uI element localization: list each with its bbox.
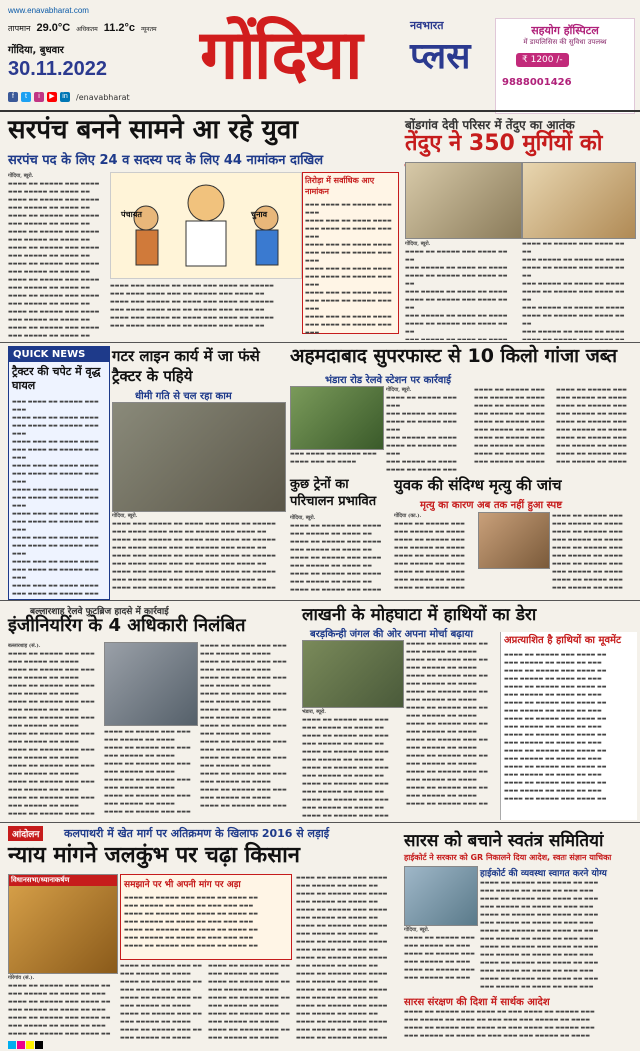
story10-box2-body: ▬▬▬▬ ▬▬ ▬▬▬▬▬ ▬▬▬ ▬▬▬▬ ▬▬ ▬▬▬ ▬▬▬▬ ▬▬ ▬▬▬▬▬ ▬▬▬ ▬▬▬ ▬▬▬▬▬ ▬▬ ▬▬▬▬ ▬▬ ▬▬▬ ▬▬▬ ▬▬▬ ▬▬▬▬▬ ▬▬ ▬▬▬▬ ▬▬▬▬ ▬▬ ▬▬▬▬▬ ▬▬▬ ▬▬▬▬ ▬▬ ▬▬▬ ▬▬▬▬ ▬▬ ▬▬▬▬▬ ▬▬▬ ▬▬▬ ▬▬▬▬▬ ▬▬ ▬▬▬▬ ▬▬ ▬▬▬ ▬▬▬ ▬▬▬ ▬▬▬▬▬ ▬▬ ▬▬▬▬	[404, 1009, 595, 1039]
max-temp-label: अधिकतम	[76, 27, 98, 33]
header-divider	[0, 110, 640, 112]
story9-box-title: समझाने पर भी अपनी मांग पर अड़ा	[124, 880, 241, 890]
quick-news-title: ट्रैक्टर की चपेट में वृद्ध घायल	[12, 365, 101, 392]
ad-phone: 9888001426	[502, 77, 572, 88]
quick-news-label: QUICK NEWS	[9, 347, 109, 362]
story1-box-title: तिरोड़ा में सर्वाधिक आए नामांकन	[305, 176, 375, 196]
story9-kicker: कलपाथरी में खेत मार्ग पर अतिक्रमण के खिलाफ 2016 से लड़ाई	[64, 827, 330, 840]
hospital-ad[interactable]	[495, 18, 635, 114]
masthead: गोंदिया	[200, 16, 361, 95]
story5-byline: गोंदिया, ब्यूरो.	[290, 515, 316, 521]
tractor-photo	[112, 402, 286, 512]
story4-body-2: ▬▬▬▬ ▬▬ ▬▬▬▬▬ ▬▬▬ ▬▬▬ ▬▬▬▬▬ ▬▬ ▬▬▬▬ ▬▬▬▬ ▬▬ ▬▬▬▬▬ ▬▬▬ ▬▬▬ ▬▬▬▬▬ ▬▬ ▬▬▬▬ ▬▬▬▬ ▬▬ ▬▬▬▬▬ ▬▬▬ ▬▬▬ ▬▬▬▬▬ ▬▬ ▬▬▬▬ ▬▬▬▬ ▬▬ ▬▬▬▬▬ ▬▬▬ ▬▬▬ ▬▬▬▬▬ ▬▬ ▬▬▬▬ ▬▬▬▬ ▬▬ ▬▬▬▬▬ ▬▬▬ ▬▬▬ ▬▬▬▬▬ ▬▬ ▬▬▬▬	[474, 387, 545, 465]
site-url[interactable]: www.enavabharat.com	[8, 6, 89, 15]
story9-body-2: ▬▬▬▬ ▬▬ ▬▬▬▬▬ ▬▬▬ ▬▬ ▬▬▬ ▬▬▬▬▬ ▬▬ ▬▬▬▬ ▬▬▬▬ ▬▬ ▬▬▬▬▬ ▬▬▬ ▬▬ ▬▬▬ ▬▬▬▬▬ ▬▬ ▬▬▬▬ ▬▬▬▬ ▬▬ ▬▬▬▬▬ ▬▬▬ ▬▬ ▬▬▬ ▬▬▬▬▬ ▬▬ ▬▬▬▬ ▬▬▬▬ ▬▬ ▬▬▬▬▬ ▬▬▬ ▬▬ ▬▬▬ ▬▬▬▬▬ ▬▬ ▬▬▬▬ ▬▬▬▬ ▬▬ ▬▬▬▬▬ ▬▬▬ ▬▬ ▬▬▬ ▬▬▬▬▬ ▬▬ ▬▬▬▬	[120, 963, 202, 1041]
story8-inset-body: ▬▬▬▬ ▬▬ ▬▬▬▬▬ ▬▬▬ ▬▬▬▬ ▬▬ ▬▬▬ ▬▬▬▬▬ ▬▬ ▬▬▬▬ ▬▬ ▬▬▬ ▬▬▬▬ ▬▬ ▬▬▬▬▬ ▬▬▬ ▬▬▬▬ ▬▬ ▬▬▬ ▬▬▬▬▬ ▬▬ ▬▬▬▬ ▬▬ ▬▬▬ ▬▬▬▬ ▬▬ ▬▬▬▬▬ ▬▬▬ ▬▬▬▬ ▬▬ ▬▬▬ ▬▬▬▬▬ ▬▬ ▬▬▬▬ ▬▬ ▬▬▬ ▬▬▬▬ ▬▬ ▬▬▬▬▬ ▬▬▬ ▬▬▬▬ ▬▬ ▬▬▬ ▬▬▬▬▬ ▬▬ ▬▬▬▬ ▬▬ ▬▬▬ ▬▬▬▬ ▬▬ ▬▬▬▬▬ ▬▬▬ ▬▬▬▬ ▬▬ ▬▬▬ ▬▬▬▬▬ ▬▬ ▬▬▬▬ ▬▬ ▬▬▬ ▬▬▬▬ ▬▬ ▬▬▬▬▬ ▬▬▬ ▬▬▬▬ ▬▬ ▬▬▬ ▬▬▬▬▬ ▬▬ ▬▬▬▬ ▬▬ ▬▬▬ ▬▬▬▬ ▬▬ ▬▬▬▬▬ ▬▬▬ ▬▬▬▬ ▬▬ ▬▬▬ ▬▬▬▬▬ ▬▬ ▬▬▬▬ ▬▬ ▬▬▬ ▬▬▬▬ ▬▬ ▬▬▬▬▬ ▬▬▬ ▬▬▬▬ ▬▬ ▬▬▬ ▬▬▬▬▬ ▬▬ ▬▬▬▬ ▬▬ ▬▬▬ ▬▬▬▬ ▬▬ ▬▬▬▬▬ ▬▬▬ ▬▬▬▬ ▬▬ ▬▬▬ ▬▬▬▬▬ ▬▬ ▬▬▬▬ ▬▬ ▬▬▬ ▬▬▬▬ ▬▬ ▬▬▬▬▬ ▬▬▬ ▬▬▬▬ ▬▬	[504, 652, 607, 802]
black-mark	[35, 1041, 43, 1049]
weather	[8, 22, 157, 34]
story2-body: गोंदिया, ब्यूरो. ▬▬▬▬ ▬▬ ▬▬▬▬▬ ▬▬▬ ▬▬▬▬ ▬▬ ▬▬ ▬▬▬ ▬▬▬▬▬ ▬▬ ▬▬▬▬ ▬▬ ▬▬▬▬ ▬▬▬▬ ▬▬ ▬▬▬▬▬ ▬▬▬ ▬▬▬▬ ▬▬ ▬▬ ▬▬▬ ▬▬▬▬▬ ▬▬ ▬▬▬▬ ▬▬ ▬▬▬▬ ▬▬▬▬ ▬▬ ▬▬▬▬▬ ▬▬▬ ▬▬▬▬ ▬▬ ▬▬ ▬▬▬ ▬▬▬▬▬ ▬▬ ▬▬▬▬ ▬▬ ▬▬▬▬ ▬▬▬▬ ▬▬ ▬▬▬▬▬ ▬▬▬ ▬▬▬▬ ▬▬ ▬▬ ▬▬▬ ▬▬▬▬▬ ▬▬ ▬▬▬▬ ▬▬ ▬▬▬▬	[405, 241, 508, 340]
max-temp: 29.0°C	[36, 22, 71, 34]
story9-body-4: ▬▬▬▬ ▬▬ ▬▬▬▬▬ ▬▬▬ ▬▬▬▬ ▬▬▬ ▬▬▬▬▬ ▬▬ ▬▬▬▬ ▬▬ ▬▬▬▬ ▬▬ ▬▬▬▬▬ ▬▬▬ ▬▬▬▬ ▬▬▬ ▬▬▬▬▬ ▬▬ ▬▬▬▬ ▬▬ ▬▬▬▬ ▬▬ ▬▬▬▬▬ ▬▬▬ ▬▬▬▬ ▬▬▬ ▬▬▬▬▬ ▬▬ ▬▬▬▬ ▬▬ ▬▬▬▬ ▬▬ ▬▬▬▬▬ ▬▬▬ ▬▬▬▬ ▬▬▬ ▬▬▬▬▬ ▬▬ ▬▬▬▬ ▬▬ ▬▬▬▬ ▬▬ ▬▬▬▬▬ ▬▬▬ ▬▬▬▬ ▬▬▬ ▬▬▬▬▬ ▬▬ ▬▬▬▬ ▬▬ ▬▬▬▬ ▬▬ ▬▬▬▬▬ ▬▬▬ ▬▬▬▬ ▬▬▬ ▬▬▬▬▬ ▬▬ ▬▬▬▬ ▬▬ ▬▬▬▬ ▬▬ ▬▬▬▬▬ ▬▬▬ ▬▬▬▬ ▬▬▬ ▬▬▬▬▬ ▬▬ ▬▬▬▬ ▬▬ ▬▬▬▬ ▬▬ ▬▬▬▬▬ ▬▬▬ ▬▬▬▬ ▬▬▬ ▬▬▬▬▬ ▬▬ ▬▬▬▬ ▬▬ ▬▬▬▬ ▬▬ ▬▬▬▬▬ ▬▬▬ ▬▬▬▬ ▬▬▬ ▬▬▬▬▬ ▬▬ ▬▬▬▬ ▬▬ ▬▬▬▬ ▬▬ ▬▬▬▬▬ ▬▬▬ ▬▬▬▬ ▬▬▬ ▬▬▬▬▬ ▬▬ ▬▬▬▬ ▬▬ ▬▬▬▬ ▬▬ ▬▬▬▬▬ ▬▬▬ ▬▬▬▬	[296, 875, 388, 1041]
ad-price: ₹ 1200 /-	[516, 53, 569, 67]
story6-byline: गोंदिया (का.).	[394, 513, 422, 519]
story10-box1-title: हाईकोर्ट की व्यवस्था स्वागत करने योग्य	[480, 869, 607, 879]
yellow-mark	[26, 1041, 34, 1049]
cartoon-label-panchayat: पंचायत	[121, 210, 142, 219]
story10-subhead: हाईकोर्ट ने सरकार को GR निकालने दिया आदेश, स्वतः संज्ञान याचिका	[404, 853, 612, 862]
story7-body-2: ▬▬▬▬ ▬▬ ▬▬▬▬▬ ▬▬▬ ▬▬▬ ▬▬▬ ▬▬▬▬▬ ▬▬ ▬▬▬▬ ▬▬▬▬ ▬▬ ▬▬▬▬▬ ▬▬▬ ▬▬▬ ▬▬▬ ▬▬▬▬▬ ▬▬ ▬▬▬▬ ▬▬▬▬ ▬▬ ▬▬▬▬▬ ▬▬▬ ▬▬▬ ▬▬▬ ▬▬▬▬▬ ▬▬ ▬▬▬▬ ▬▬▬▬ ▬▬ ▬▬▬▬▬ ▬▬▬ ▬▬▬ ▬▬▬ ▬▬▬▬▬ ▬▬ ▬▬▬▬ ▬▬▬▬ ▬▬ ▬▬▬▬▬ ▬▬▬ ▬▬▬ ▬▬▬ ▬▬▬▬▬ ▬▬ ▬▬▬▬ ▬▬▬▬ ▬▬ ▬▬▬▬▬ ▬▬▬ ▬▬▬	[104, 729, 191, 815]
story1-body-2: ▬▬▬▬ ▬▬▬ ▬▬▬▬▬ ▬▬ ▬▬▬▬ ▬▬▬ ▬▬▬▬ ▬▬ ▬▬▬▬▬ ▬▬▬ ▬▬▬▬ ▬▬▬▬ ▬▬▬ ▬▬ ▬▬▬▬▬ ▬▬▬ ▬▬▬▬ ▬▬ ▬▬▬▬ ▬▬▬ ▬▬▬▬▬ ▬▬ ▬▬▬▬ ▬▬▬ ▬▬▬▬ ▬▬ ▬▬▬▬▬ ▬▬▬ ▬▬▬▬ ▬▬▬▬ ▬▬▬ ▬▬ ▬▬▬▬▬ ▬▬▬ ▬▬▬▬ ▬▬ ▬▬▬▬ ▬▬▬ ▬▬▬▬▬ ▬▬ ▬▬▬▬ ▬▬▬ ▬▬▬▬ ▬▬ ▬▬▬▬▬ ▬▬▬ ▬▬▬▬ ▬▬▬▬ ▬▬▬ ▬▬ ▬▬▬▬▬ ▬▬▬ ▬▬▬▬ ▬▬	[110, 283, 274, 329]
cyan-mark	[8, 1041, 16, 1049]
story10-box1	[480, 866, 636, 992]
story8-subhead: बरड़किन्ही जंगल की ओर अपना मोर्चा बढ़ाया	[310, 629, 473, 640]
facebook-icon[interactable]: f	[8, 92, 18, 102]
story8-headline: लाखनी के मोहघाटा में हाथियों का डेरा	[302, 605, 537, 625]
sarus-crane-photo	[404, 866, 478, 926]
story4-headline: अहमदाबाद सुपरफास्ट से 10 किलो गांजा जब्त	[290, 345, 618, 367]
story9-byline: गोरेगांव (सं.).	[8, 975, 35, 981]
cartoon-drawing	[111, 173, 301, 278]
elephant-herd-photo	[302, 640, 404, 708]
story7-byline: बल्लारशाह (सं.).	[8, 643, 41, 649]
place-day: गोंदिया, बुधवार	[8, 45, 64, 56]
story2-body-2: ▬▬▬▬ ▬▬ ▬▬▬▬▬ ▬▬▬ ▬▬▬▬ ▬▬ ▬▬ ▬▬▬ ▬▬▬▬▬ ▬▬ ▬▬▬▬ ▬▬ ▬▬▬▬ ▬▬▬▬ ▬▬ ▬▬▬▬▬ ▬▬▬ ▬▬▬▬ ▬▬ ▬▬ ▬▬▬ ▬▬▬▬▬ ▬▬ ▬▬▬▬ ▬▬ ▬▬▬▬ ▬▬▬▬ ▬▬ ▬▬▬▬▬ ▬▬▬ ▬▬▬▬ ▬▬ ▬▬ ▬▬▬ ▬▬▬▬▬ ▬▬ ▬▬▬▬ ▬▬ ▬▬▬▬ ▬▬▬▬ ▬▬ ▬▬▬▬▬ ▬▬▬ ▬▬▬▬ ▬▬ ▬▬ ▬▬▬ ▬▬▬▬▬ ▬▬ ▬▬▬▬ ▬▬ ▬▬▬▬ ▬▬▬▬ ▬▬ ▬▬▬▬▬ ▬▬▬ ▬▬▬▬ ▬▬	[522, 241, 625, 340]
ad-tagline: में डायलिसिस की सुविधा उपलब्ध	[523, 38, 607, 46]
story2-kicker: बोंडगांव देवी परिसर में तेंदुए का आतंक	[405, 118, 575, 132]
story7-body-3: ▬▬▬▬ ▬▬ ▬▬▬▬▬ ▬▬▬ ▬▬▬ ▬▬▬ ▬▬▬▬▬ ▬▬ ▬▬▬▬ ▬▬▬▬ ▬▬ ▬▬▬▬▬ ▬▬▬ ▬▬▬ ▬▬▬ ▬▬▬▬▬ ▬▬ ▬▬▬▬ ▬▬▬▬ ▬▬ ▬▬▬▬▬ ▬▬▬ ▬▬▬ ▬▬▬ ▬▬▬▬▬ ▬▬ ▬▬▬▬ ▬▬▬▬ ▬▬ ▬▬▬▬▬ ▬▬▬ ▬▬▬ ▬▬▬ ▬▬▬▬▬ ▬▬ ▬▬▬▬ ▬▬▬▬ ▬▬ ▬▬▬▬▬ ▬▬▬ ▬▬▬ ▬▬▬ ▬▬▬▬▬ ▬▬ ▬▬▬▬ ▬▬▬▬ ▬▬ ▬▬▬▬▬ ▬▬▬ ▬▬▬ ▬▬▬ ▬▬▬▬▬ ▬▬ ▬▬▬▬ ▬▬▬▬ ▬▬ ▬▬▬▬▬ ▬▬▬ ▬▬▬ ▬▬▬ ▬▬▬▬▬ ▬▬ ▬▬▬▬ ▬▬▬▬ ▬▬ ▬▬▬▬▬ ▬▬▬ ▬▬▬ ▬▬▬ ▬▬▬▬▬ ▬▬ ▬▬▬▬ ▬▬▬▬ ▬▬ ▬▬▬▬▬ ▬▬▬ ▬▬▬ ▬▬▬ ▬▬▬▬▬ ▬▬ ▬▬▬▬ ▬▬▬▬ ▬▬ ▬▬▬▬▬ ▬▬▬ ▬▬▬ ▬▬▬ ▬▬▬▬▬ ▬▬ ▬▬▬▬ ▬▬▬▬ ▬▬ ▬▬▬▬▬ ▬▬▬ ▬▬▬	[200, 643, 287, 809]
story6-body-2: ▬▬▬▬ ▬▬ ▬▬▬▬▬ ▬▬▬ ▬▬▬ ▬▬▬▬▬ ▬▬ ▬▬▬▬ ▬▬▬▬ ▬▬ ▬▬▬▬▬ ▬▬▬ ▬▬▬ ▬▬▬▬▬ ▬▬ ▬▬▬▬ ▬▬▬▬ ▬▬ ▬▬▬▬▬ ▬▬▬ ▬▬▬ ▬▬▬▬▬ ▬▬ ▬▬▬▬ ▬▬▬▬ ▬▬ ▬▬▬▬▬ ▬▬▬ ▬▬▬ ▬▬▬▬▬ ▬▬ ▬▬▬▬ ▬▬▬▬ ▬▬ ▬▬▬▬▬ ▬▬▬ ▬▬▬ ▬▬▬▬▬ ▬▬ ▬▬▬▬	[552, 513, 623, 591]
divider-3	[0, 822, 640, 823]
story4-byline: गोंदिया, ब्यूरो.	[386, 387, 412, 393]
divider-2	[0, 600, 640, 601]
twitter-icon[interactable]: t	[21, 92, 31, 102]
story10-box1-body: ▬▬▬▬ ▬▬ ▬▬▬▬▬ ▬▬▬ ▬▬▬▬ ▬▬ ▬▬▬ ▬▬▬ ▬▬▬▬▬ ▬▬ ▬▬▬▬ ▬▬ ▬▬▬ ▬▬▬ ▬▬▬▬ ▬▬ ▬▬▬▬▬ ▬▬▬ ▬▬▬▬ ▬▬ ▬▬▬ ▬▬▬ ▬▬▬▬▬ ▬▬ ▬▬▬▬ ▬▬ ▬▬▬ ▬▬▬ ▬▬▬▬ ▬▬ ▬▬▬▬▬ ▬▬▬ ▬▬▬▬ ▬▬ ▬▬▬ ▬▬▬ ▬▬▬▬▬ ▬▬ ▬▬▬▬ ▬▬ ▬▬▬ ▬▬▬ ▬▬▬▬ ▬▬ ▬▬▬▬▬ ▬▬▬ ▬▬▬▬ ▬▬ ▬▬▬ ▬▬▬ ▬▬▬▬▬ ▬▬ ▬▬▬▬ ▬▬ ▬▬▬ ▬▬▬ ▬▬▬▬ ▬▬ ▬▬▬▬▬ ▬▬▬ ▬▬▬▬ ▬▬ ▬▬▬ ▬▬▬ ▬▬▬▬▬ ▬▬ ▬▬▬▬ ▬▬ ▬▬▬ ▬▬▬ ▬▬▬▬ ▬▬ ▬▬▬▬▬ ▬▬▬ ▬▬▬▬ ▬▬ ▬▬▬ ▬▬▬ ▬▬▬▬▬ ▬▬ ▬▬▬▬ ▬▬ ▬▬▬ ▬▬▬ ▬▬▬▬ ▬▬ ▬▬▬▬▬ ▬▬▬ ▬▬▬▬ ▬▬ ▬▬▬ ▬▬▬ ▬▬▬▬▬ ▬▬ ▬▬▬▬ ▬▬ ▬▬▬ ▬▬▬	[480, 880, 599, 990]
masthead-plus: प्लस	[410, 35, 471, 76]
story8-inset-title: अप्रत्याशित है हाथियों का मूवमेंट	[504, 635, 622, 646]
story1-headline: सरपंच बनने सामने आ रहे युवा	[8, 115, 299, 145]
story9-headline: न्याय मांगने जलकुंभ पर चढ़ा किसान	[8, 843, 300, 868]
story9-sidebox	[120, 874, 292, 960]
quick-news-column	[8, 346, 110, 600]
story4-body-3: ▬▬▬▬ ▬▬ ▬▬▬▬▬ ▬▬▬ ▬▬▬ ▬▬▬▬▬ ▬▬ ▬▬▬▬ ▬▬▬▬ ▬▬ ▬▬▬▬▬ ▬▬▬ ▬▬▬ ▬▬▬▬▬ ▬▬ ▬▬▬▬ ▬▬▬▬ ▬▬ ▬▬▬▬▬ ▬▬▬ ▬▬▬ ▬▬▬▬▬ ▬▬ ▬▬▬▬ ▬▬▬▬ ▬▬ ▬▬▬▬▬ ▬▬▬ ▬▬▬ ▬▬▬▬▬ ▬▬ ▬▬▬▬ ▬▬▬▬ ▬▬ ▬▬▬▬▬ ▬▬▬ ▬▬▬ ▬▬▬▬▬ ▬▬ ▬▬▬▬	[556, 387, 627, 465]
story9-box-body: ▬▬▬▬ ▬▬ ▬▬▬▬▬ ▬▬▬ ▬▬▬▬ ▬▬ ▬▬▬▬ ▬▬ ▬▬▬ ▬▬▬▬▬ ▬▬ ▬▬▬▬ ▬▬ ▬▬▬ ▬▬▬ ▬▬▬ ▬▬▬▬ ▬▬ ▬▬▬▬▬ ▬▬▬ ▬▬▬▬ ▬▬ ▬▬▬▬ ▬▬ ▬▬▬ ▬▬▬▬▬ ▬▬ ▬▬▬▬ ▬▬ ▬▬▬ ▬▬▬ ▬▬▬ ▬▬▬▬ ▬▬ ▬▬▬▬▬ ▬▬▬ ▬▬▬▬ ▬▬ ▬▬▬▬ ▬▬ ▬▬▬ ▬▬▬▬▬ ▬▬ ▬▬▬▬ ▬▬ ▬▬▬ ▬▬▬ ▬▬▬ ▬▬▬▬ ▬▬ ▬▬▬▬▬ ▬▬▬ ▬▬▬▬ ▬▬ ▬▬▬▬ ▬▬	[124, 895, 258, 949]
story7-kicker: बल्लारशाह रेलवे फुटब्रिज हादसे में कार्रवाई	[30, 607, 169, 617]
cartoon-illustration	[110, 172, 302, 279]
story1-box-body: ▬▬▬ ▬▬▬▬ ▬▬ ▬▬▬▬▬ ▬▬▬ ▬▬▬ ▬▬▬▬ ▬▬▬ ▬▬ ▬▬▬▬ ▬▬▬▬ ▬▬▬ ▬▬▬▬ ▬▬ ▬▬▬▬▬ ▬▬▬ ▬▬▬ ▬▬▬▬ ▬▬▬ ▬▬ ▬▬▬▬ ▬▬▬▬ ▬▬▬ ▬▬▬▬ ▬▬ ▬▬▬▬▬ ▬▬▬ ▬▬▬ ▬▬▬▬ ▬▬▬ ▬▬ ▬▬▬▬ ▬▬▬▬ ▬▬▬ ▬▬▬▬ ▬▬ ▬▬▬▬▬ ▬▬▬ ▬▬▬ ▬▬▬▬ ▬▬▬ ▬▬ ▬▬▬▬ ▬▬▬▬ ▬▬▬ ▬▬▬▬ ▬▬ ▬▬▬▬▬ ▬▬▬ ▬▬▬ ▬▬▬▬ ▬▬▬ ▬▬ ▬▬▬▬ ▬▬▬▬ ▬▬▬ ▬▬▬▬ ▬▬ ▬▬▬▬▬ ▬▬▬ ▬▬▬	[305, 202, 392, 336]
social-handle: /enavabharat	[76, 92, 130, 102]
story8-inset	[500, 632, 637, 820]
story6-body: गोंदिया (का.). ▬▬▬▬ ▬▬ ▬▬▬▬▬ ▬▬▬ ▬▬▬ ▬▬▬▬▬ ▬▬ ▬▬▬▬ ▬▬▬▬ ▬▬ ▬▬▬▬▬ ▬▬▬ ▬▬▬ ▬▬▬▬▬ ▬▬ ▬▬▬▬ ▬▬▬▬ ▬▬ ▬▬▬▬▬ ▬▬▬ ▬▬▬ ▬▬▬▬▬ ▬▬ ▬▬▬▬ ▬▬▬▬ ▬▬ ▬▬▬▬▬ ▬▬▬ ▬▬▬ ▬▬▬▬▬ ▬▬ ▬▬▬▬ ▬▬▬▬ ▬▬ ▬▬▬▬▬ ▬▬▬	[394, 513, 465, 591]
dead-chickens-photo	[522, 162, 636, 239]
story3-subhead: धीमी गति से चल रहा काम	[135, 391, 232, 402]
min-temp: 11.2°c	[103, 22, 136, 34]
story1-sidebox	[302, 172, 399, 334]
story4-body: गोंदिया, ब्यूरो. ▬▬▬▬ ▬▬ ▬▬▬▬▬ ▬▬▬ ▬▬▬ ▬▬▬ ▬▬▬▬▬ ▬▬ ▬▬▬▬ ▬▬▬▬ ▬▬ ▬▬▬▬▬ ▬▬▬ ▬▬▬ ▬▬▬ ▬▬▬▬▬ ▬▬ ▬▬▬▬ ▬▬▬▬ ▬▬ ▬▬▬▬▬ ▬▬▬ ▬▬▬ ▬▬▬ ▬▬▬▬▬ ▬▬ ▬▬▬▬ ▬▬▬▬ ▬▬ ▬▬▬▬▬ ▬▬▬	[386, 387, 457, 472]
story3-byline: गोंदिया, ब्यूरो.	[112, 513, 138, 519]
story10-box2	[404, 994, 636, 1046]
divider-1	[0, 342, 640, 343]
poultry-farm-photo	[405, 162, 522, 239]
temp-label: तापमान	[8, 24, 31, 33]
registration-marks	[8, 1041, 44, 1049]
ganja-seizure-photo	[290, 386, 384, 450]
story6-headline: युवक की संदिग्ध मृत्यु की जांच	[394, 476, 562, 494]
story10-box2-title: सारस संरक्षण की दिशा में सार्थक आदेश	[404, 997, 550, 1008]
edition-date: 30.11.2022	[8, 58, 107, 80]
story5-body: गोंदिया, ब्यूरो. ▬▬▬▬ ▬▬ ▬▬▬▬▬ ▬▬▬ ▬▬▬▬ ▬▬▬ ▬▬▬▬▬ ▬▬ ▬▬▬▬ ▬▬ ▬▬▬▬ ▬▬ ▬▬▬▬▬ ▬▬▬ ▬▬▬▬ ▬▬▬ ▬▬▬▬▬ ▬▬ ▬▬▬▬ ▬▬ ▬▬▬▬ ▬▬ ▬▬▬▬▬ ▬▬▬ ▬▬▬▬ ▬▬▬ ▬▬▬▬▬ ▬▬ ▬▬▬▬ ▬▬ ▬▬▬▬ ▬▬ ▬▬▬▬▬ ▬▬▬ ▬▬▬▬ ▬▬▬ ▬▬▬▬▬ ▬▬ ▬▬▬▬ ▬▬ ▬▬▬▬ ▬▬ ▬▬▬▬▬ ▬▬▬ ▬▬▬▬	[290, 515, 382, 593]
linkedin-icon[interactable]: in	[60, 92, 70, 102]
story1-byline: गोंदिया, ब्यूरो.	[8, 173, 34, 179]
deceased-youth-photo	[478, 512, 550, 569]
story1-subhead: सरपंच पद के लिए 24 व सदस्य पद के लिए 44 नामांकन दाखिल	[8, 153, 324, 168]
water-tank-photo	[8, 874, 118, 974]
story2-byline: गोंदिया, ब्यूरो.	[405, 241, 431, 247]
story9-section: आंदोलन	[8, 826, 43, 841]
story9-body-3: ▬▬▬▬ ▬▬ ▬▬▬▬▬ ▬▬▬ ▬▬ ▬▬▬ ▬▬▬▬▬ ▬▬ ▬▬▬▬ ▬▬▬▬ ▬▬ ▬▬▬▬▬ ▬▬▬ ▬▬ ▬▬▬ ▬▬▬▬▬ ▬▬ ▬▬▬▬ ▬▬▬▬ ▬▬ ▬▬▬▬▬ ▬▬▬ ▬▬ ▬▬▬ ▬▬▬▬▬ ▬▬ ▬▬▬▬ ▬▬▬▬ ▬▬ ▬▬▬▬▬ ▬▬▬ ▬▬ ▬▬▬ ▬▬▬▬▬ ▬▬ ▬▬▬▬ ▬▬▬▬ ▬▬ ▬▬▬▬▬ ▬▬▬ ▬▬ ▬▬▬ ▬▬▬▬▬ ▬▬ ▬▬▬▬	[208, 963, 290, 1041]
story6-subhead: मृत्यु का कारण अब तक नहीं हुआ स्पष्ट	[420, 500, 563, 511]
story5-headline: कुछ ट्रेनों का परिचालन प्रभावित	[290, 477, 377, 509]
story10-body: गोंदिया, ब्यूरो. ▬▬▬▬ ▬▬ ▬▬▬▬▬ ▬▬▬ ▬▬▬ ▬▬▬▬▬ ▬▬ ▬▬▬ ▬▬▬▬ ▬▬ ▬▬▬▬▬ ▬▬▬ ▬▬▬ ▬▬▬▬▬ ▬▬ ▬▬▬ ▬▬▬▬ ▬▬ ▬▬▬▬▬ ▬▬▬ ▬▬▬ ▬▬▬▬▬ ▬▬ ▬▬▬	[404, 927, 475, 981]
quick-news-body: ▬▬▬ ▬▬▬▬ ▬▬ ▬▬▬▬▬ ▬▬▬ ▬▬▬ ▬▬▬▬ ▬▬▬ ▬▬ ▬▬▬▬ ▬▬▬▬ ▬▬▬ ▬▬▬▬ ▬▬ ▬▬▬▬▬ ▬▬▬ ▬▬▬ ▬▬▬▬ ▬▬▬ ▬▬ ▬▬▬▬ ▬▬▬▬ ▬▬▬ ▬▬▬▬ ▬▬ ▬▬▬▬▬ ▬▬▬ ▬▬▬ ▬▬▬▬ ▬▬▬ ▬▬ ▬▬▬▬ ▬▬▬▬ ▬▬▬ ▬▬▬▬ ▬▬ ▬▬▬▬▬ ▬▬▬ ▬▬▬ ▬▬▬▬ ▬▬▬ ▬▬ ▬▬▬▬ ▬▬▬▬ ▬▬▬ ▬▬▬▬ ▬▬ ▬▬▬▬▬ ▬▬▬ ▬▬▬ ▬▬▬▬ ▬▬▬ ▬▬ ▬▬▬▬ ▬▬▬▬ ▬▬▬ ▬▬▬▬ ▬▬ ▬▬▬▬▬ ▬▬▬ ▬▬▬ ▬▬▬▬ ▬▬▬ ▬▬ ▬▬▬▬ ▬▬▬▬ ▬▬▬ ▬▬▬▬ ▬▬ ▬▬▬▬▬ ▬▬▬ ▬▬▬ ▬▬▬▬ ▬▬▬ ▬▬ ▬▬▬▬ ▬▬▬▬ ▬▬▬ ▬▬▬▬ ▬▬ ▬▬▬▬▬ ▬▬▬ ▬▬▬ ▬▬▬▬ ▬▬▬ ▬▬ ▬▬▬▬ ▬▬▬▬ ▬▬▬ ▬▬▬▬ ▬▬ ▬▬▬▬▬ ▬▬▬	[12, 399, 99, 597]
social-links	[8, 92, 130, 102]
min-temp-label: न्यूनतम	[141, 27, 157, 33]
story10-byline: गोंदिया, ब्यूरो.	[404, 927, 430, 933]
story4-subhead: भंडारा रोड रेलवे स्टेशन पर कार्रवाई	[325, 375, 451, 386]
ad-title: सहयोग हॉस्पिटल	[531, 24, 599, 37]
cartoon-label-chunav: चुनाव	[251, 210, 268, 219]
story1-body: गोंदिया, ब्यूरो. ▬▬▬▬ ▬▬ ▬▬▬▬▬ ▬▬▬ ▬▬▬▬ ▬▬▬ ▬▬▬▬▬ ▬▬ ▬▬▬▬ ▬▬ ▬▬▬▬ ▬▬ ▬▬▬▬▬ ▬▬▬ ▬▬▬▬ ▬▬▬ ▬▬▬▬▬ ▬▬ ▬▬▬▬ ▬▬ ▬▬▬▬ ▬▬ ▬▬▬▬▬ ▬▬▬ ▬▬▬▬ ▬▬▬ ▬▬▬▬▬ ▬▬ ▬▬▬▬ ▬▬ ▬▬▬▬ ▬▬ ▬▬▬▬▬ ▬▬▬ ▬▬▬▬ ▬▬▬ ▬▬▬▬▬ ▬▬ ▬▬▬▬ ▬▬ ▬▬▬▬ ▬▬ ▬▬▬▬▬ ▬▬▬ ▬▬▬▬ ▬▬▬ ▬▬▬▬▬ ▬▬ ▬▬▬▬ ▬▬ ▬▬▬▬ ▬▬ ▬▬▬▬▬ ▬▬▬ ▬▬▬▬ ▬▬▬ ▬▬▬▬▬ ▬▬ ▬▬▬▬ ▬▬ ▬▬▬▬ ▬▬ ▬▬▬▬▬ ▬▬▬ ▬▬▬▬ ▬▬▬ ▬▬▬▬▬ ▬▬ ▬▬▬▬ ▬▬ ▬▬▬▬ ▬▬ ▬▬▬▬▬ ▬▬▬ ▬▬▬▬ ▬▬▬ ▬▬▬▬▬ ▬▬ ▬▬▬▬ ▬▬ ▬▬▬▬ ▬▬ ▬▬▬▬▬ ▬▬▬ ▬▬▬▬ ▬▬▬ ▬▬▬▬▬ ▬▬ ▬▬▬▬ ▬▬ ▬▬▬▬ ▬▬ ▬▬▬▬▬ ▬▬▬ ▬▬▬▬ ▬▬▬ ▬▬▬▬▬ ▬▬ ▬▬▬▬ ▬▬	[8, 173, 100, 339]
story8-body-2: ▬▬▬▬ ▬▬ ▬▬▬▬▬ ▬▬▬ ▬▬ ▬▬▬ ▬▬▬▬▬ ▬▬ ▬▬▬▬ ▬▬▬▬ ▬▬ ▬▬▬▬▬ ▬▬▬ ▬▬ ▬▬▬ ▬▬▬▬▬ ▬▬ ▬▬▬▬ ▬▬▬▬ ▬▬ ▬▬▬▬▬ ▬▬▬ ▬▬ ▬▬▬ ▬▬▬▬▬ ▬▬ ▬▬▬▬ ▬▬▬▬ ▬▬ ▬▬▬▬▬ ▬▬▬ ▬▬ ▬▬▬ ▬▬▬▬▬ ▬▬ ▬▬▬▬ ▬▬▬▬ ▬▬ ▬▬▬▬▬ ▬▬▬ ▬▬ ▬▬▬ ▬▬▬▬▬ ▬▬ ▬▬▬▬ ▬▬▬▬ ▬▬ ▬▬▬▬▬ ▬▬▬ ▬▬ ▬▬▬ ▬▬▬▬▬ ▬▬ ▬▬▬▬ ▬▬▬▬ ▬▬ ▬▬▬▬▬ ▬▬▬ ▬▬ ▬▬▬ ▬▬▬▬▬ ▬▬ ▬▬▬▬ ▬▬▬▬ ▬▬ ▬▬▬▬▬ ▬▬▬ ▬▬ ▬▬▬ ▬▬▬▬▬ ▬▬ ▬▬▬▬ ▬▬▬▬ ▬▬ ▬▬▬▬▬ ▬▬▬ ▬▬ ▬▬▬ ▬▬▬▬▬ ▬▬ ▬▬▬▬ ▬▬▬▬ ▬▬ ▬▬▬▬▬ ▬▬▬ ▬▬ ▬▬▬ ▬▬▬▬▬ ▬▬ ▬▬▬▬ ▬▬▬▬ ▬▬ ▬▬▬▬▬ ▬▬▬ ▬▬	[406, 641, 488, 807]
story10-headline: सारस को बचाने स्वतंत्र समितियां	[404, 831, 604, 851]
story7-body: बल्लारशाह (सं.). ▬▬▬▬ ▬▬ ▬▬▬▬▬ ▬▬▬ ▬▬▬ ▬▬▬ ▬▬▬▬▬ ▬▬ ▬▬▬▬ ▬▬▬▬ ▬▬ ▬▬▬▬▬ ▬▬▬ ▬▬▬ ▬▬▬ ▬▬▬▬▬ ▬▬ ▬▬▬▬ ▬▬▬▬ ▬▬ ▬▬▬▬▬ ▬▬▬ ▬▬▬ ▬▬▬ ▬▬▬▬▬ ▬▬ ▬▬▬▬ ▬▬▬▬ ▬▬ ▬▬▬▬▬ ▬▬▬ ▬▬▬ ▬▬▬ ▬▬▬▬▬ ▬▬ ▬▬▬▬ ▬▬▬▬ ▬▬ ▬▬▬▬▬ ▬▬▬ ▬▬▬ ▬▬▬ ▬▬▬▬▬ ▬▬ ▬▬▬▬ ▬▬▬▬ ▬▬ ▬▬▬▬▬ ▬▬▬ ▬▬▬ ▬▬▬ ▬▬▬▬▬ ▬▬ ▬▬▬▬ ▬▬▬▬ ▬▬ ▬▬▬▬▬ ▬▬▬ ▬▬▬ ▬▬▬ ▬▬▬▬▬ ▬▬ ▬▬▬▬ ▬▬▬▬ ▬▬ ▬▬▬▬▬ ▬▬▬ ▬▬▬ ▬▬▬ ▬▬▬▬▬ ▬▬ ▬▬▬▬ ▬▬▬▬ ▬▬ ▬▬▬▬▬ ▬▬▬ ▬▬▬ ▬▬▬ ▬▬▬▬▬ ▬▬ ▬▬▬▬ ▬▬▬▬ ▬▬ ▬▬▬▬▬ ▬▬▬ ▬▬▬ ▬▬▬ ▬▬▬▬▬ ▬▬ ▬▬▬▬ ▬▬▬▬ ▬▬ ▬▬▬▬▬ ▬▬▬ ▬▬▬	[8, 643, 95, 817]
story4-photo-caption: ▬▬▬ ▬▬▬▬ ▬▬ ▬▬▬▬▬ ▬▬▬ ▬▬▬▬ ▬▬▬ ▬▬ ▬▬▬▬	[290, 451, 377, 465]
story8-byline: भंडारा, ब्यूरो.	[302, 709, 326, 715]
story7-headline: इंजीनियरिंग के 4 अधिकारी निलंबित	[8, 615, 246, 636]
instagram-icon[interactable]: i	[34, 92, 44, 102]
footbridge-photo	[104, 642, 198, 726]
story8-body: भंडारा, ब्यूरो. ▬▬▬▬ ▬▬ ▬▬▬▬▬ ▬▬▬ ▬▬▬ ▬▬▬ ▬▬▬▬▬ ▬▬ ▬▬▬▬ ▬▬ ▬▬▬▬ ▬▬ ▬▬▬▬▬ ▬▬▬ ▬▬▬ ▬▬▬ ▬▬▬▬▬ ▬▬ ▬▬▬▬ ▬▬ ▬▬▬▬ ▬▬ ▬▬▬▬▬ ▬▬▬ ▬▬▬ ▬▬▬ ▬▬▬▬▬ ▬▬ ▬▬▬▬ ▬▬ ▬▬▬▬ ▬▬ ▬▬▬▬▬ ▬▬▬ ▬▬▬ ▬▬▬ ▬▬▬▬▬ ▬▬ ▬▬▬▬ ▬▬ ▬▬▬▬ ▬▬ ▬▬▬▬▬ ▬▬▬ ▬▬▬ ▬▬▬ ▬▬▬▬▬ ▬▬ ▬▬▬▬ ▬▬ ▬▬▬▬ ▬▬ ▬▬▬▬▬ ▬▬▬ ▬▬▬ ▬▬▬ ▬▬▬▬▬ ▬▬ ▬▬▬▬ ▬▬ ▬▬▬▬ ▬▬ ▬▬▬▬▬ ▬▬▬ ▬▬▬	[302, 709, 389, 819]
youtube-icon[interactable]: ▶	[47, 92, 57, 102]
story2-headline: तेंदुए ने 350 मुर्गियों को	[405, 131, 603, 156]
story3-body: गोंदिया, ब्यूरो. ▬▬▬▬ ▬▬▬ ▬▬▬▬▬ ▬▬ ▬▬▬▬ ▬▬▬ ▬▬▬▬ ▬▬ ▬▬▬▬▬ ▬▬▬ ▬▬▬▬ ▬▬▬▬ ▬▬▬ ▬▬ ▬▬▬▬▬ ▬▬▬ ▬▬▬▬ ▬▬ ▬▬▬▬ ▬▬▬ ▬▬▬▬▬ ▬▬ ▬▬▬▬ ▬▬▬ ▬▬▬▬ ▬▬ ▬▬▬▬▬ ▬▬▬ ▬▬▬▬ ▬▬▬▬ ▬▬▬ ▬▬ ▬▬▬▬▬ ▬▬▬ ▬▬▬▬ ▬▬ ▬▬▬▬ ▬▬▬ ▬▬▬▬▬ ▬▬ ▬▬▬▬ ▬▬▬ ▬▬▬▬ ▬▬ ▬▬▬▬▬ ▬▬▬ ▬▬▬▬ ▬▬▬▬ ▬▬▬ ▬▬ ▬▬▬▬▬ ▬▬▬ ▬▬▬▬ ▬▬ ▬▬▬▬ ▬▬▬ ▬▬▬▬▬ ▬▬ ▬▬▬▬ ▬▬▬ ▬▬▬▬ ▬▬ ▬▬▬▬▬ ▬▬▬ ▬▬▬▬ ▬▬▬▬ ▬▬▬ ▬▬ ▬▬▬▬▬ ▬▬▬ ▬▬▬▬ ▬▬ ▬▬▬▬ ▬▬▬ ▬▬▬▬▬ ▬▬ ▬▬▬▬ ▬▬▬ ▬▬▬▬ ▬▬ ▬▬▬▬▬	[112, 513, 276, 591]
story3-headline: गटर लाइन कार्य में जा फंसे ट्रैक्टर के पहिये	[112, 347, 260, 385]
masthead-sub: नवभारत	[410, 19, 444, 32]
story9-photo-caption: विधानसभा/ध्यानाकर्षण	[9, 875, 117, 886]
magenta-mark	[17, 1041, 25, 1049]
story9-body: गोरेगांव (सं.). ▬▬▬▬ ▬▬ ▬▬▬▬▬ ▬▬▬ ▬▬▬▬ ▬▬ ▬▬▬ ▬▬▬▬▬ ▬▬ ▬▬▬▬ ▬▬ ▬▬▬ ▬▬▬▬ ▬▬ ▬▬▬▬▬ ▬▬▬ ▬▬▬▬ ▬▬ ▬▬▬ ▬▬▬▬▬ ▬▬ ▬▬▬▬ ▬▬ ▬▬▬ ▬▬▬▬ ▬▬ ▬▬▬▬▬ ▬▬▬ ▬▬▬▬ ▬▬ ▬▬▬ ▬▬▬▬▬ ▬▬ ▬▬▬▬ ▬▬ ▬▬▬ ▬▬▬▬ ▬▬ ▬▬▬▬▬ ▬▬▬ ▬▬▬▬ ▬▬	[8, 975, 111, 1037]
